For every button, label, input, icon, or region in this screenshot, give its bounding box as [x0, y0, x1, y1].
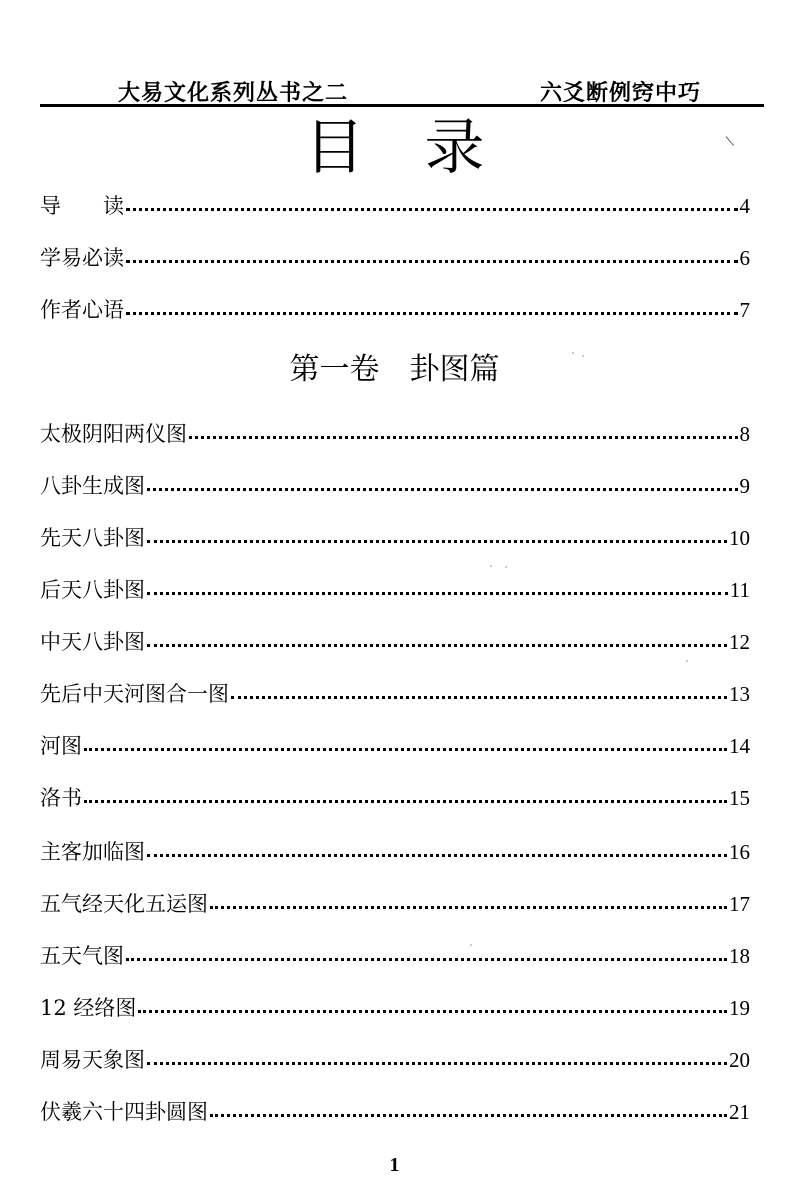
entry-label: 学易必读 — [40, 246, 124, 270]
dot-leader — [147, 1062, 727, 1065]
toc-entry — [40, 836, 750, 866]
running-header — [0, 72, 789, 106]
entry-label: 洛书 — [40, 786, 82, 810]
entry-label: 主客加临图 — [40, 840, 145, 864]
dot-leader — [189, 436, 738, 439]
entry-label: 八卦生成图 — [40, 474, 145, 498]
dot-leader — [84, 748, 727, 751]
entry-label: 后天八卦图 — [40, 578, 145, 602]
page-number: 1 — [389, 1154, 400, 1176]
toc-entry — [40, 1044, 750, 1074]
scan-speck — [582, 355, 584, 357]
entry-label: 五天气图 — [40, 944, 124, 968]
dot-leader — [210, 1114, 727, 1117]
scan-speck — [572, 352, 574, 354]
entry-page: 7 — [739, 298, 750, 322]
dot-leader — [231, 696, 727, 699]
toc-entry — [40, 574, 750, 604]
toc-entry — [40, 730, 750, 760]
dot-leader — [147, 854, 727, 857]
entry-page: 11 — [729, 578, 750, 602]
header-rule — [40, 104, 764, 107]
dot-leader — [147, 592, 728, 595]
toc-entry — [40, 626, 750, 656]
toc-entry — [40, 888, 750, 918]
toc-entry — [40, 470, 750, 500]
entry-label: 太极阴阳两仪图 — [40, 422, 187, 446]
dot-leader — [210, 906, 727, 909]
entry-page: 9 — [739, 474, 750, 498]
entry-page: 6 — [739, 246, 750, 270]
entry-page: 16 — [729, 840, 750, 864]
entry-label: 12 经络图 — [40, 996, 137, 1020]
dot-leader — [126, 260, 738, 263]
scan-speck — [505, 566, 507, 568]
entry-label: 中天八卦图 — [40, 630, 145, 654]
book-title: 六爻断例窍中巧 — [540, 81, 702, 106]
section-heading: 第一卷 卦图篇 — [289, 352, 500, 387]
entry-page: 17 — [729, 892, 750, 916]
toc-entry — [40, 992, 750, 1022]
entry-page: 21 — [729, 1100, 750, 1124]
entry-page: 12 — [729, 630, 750, 654]
entry-label: 导 读 — [40, 194, 124, 218]
entry-label: 伏羲六十四卦圆图 — [40, 1100, 208, 1124]
entry-page: 19 — [729, 996, 750, 1020]
entry-page: 8 — [739, 422, 750, 446]
entry-label: 河图 — [40, 734, 82, 758]
dot-leader — [147, 644, 727, 647]
toc-entry — [40, 782, 750, 812]
dot-leader — [147, 540, 727, 543]
dot-leader — [126, 958, 727, 961]
entry-label: 作者心语 — [40, 298, 124, 322]
entry-page: 14 — [729, 734, 750, 758]
dot-leader — [126, 312, 738, 315]
dot-leader — [147, 488, 738, 491]
entry-label: 五气经天化五运图 — [40, 892, 208, 916]
toc-title: 目录 — [304, 113, 545, 183]
dot-leader — [84, 800, 727, 803]
toc-entry — [40, 522, 750, 552]
dot-leader — [138, 1010, 727, 1013]
entry-label: 先后中天河图合一图 — [40, 682, 229, 706]
series-title: 大易文化系列丛书之二 — [118, 81, 349, 106]
entry-page: 20 — [729, 1048, 750, 1072]
entry-page: 15 — [729, 786, 750, 810]
entry-label: 周易天象图 — [40, 1048, 145, 1072]
toc-entry — [40, 678, 750, 708]
toc-entry — [40, 418, 750, 448]
entry-label: 先天八卦图 — [40, 526, 145, 550]
scan-speck — [470, 944, 472, 946]
toc-entry — [40, 294, 750, 324]
entry-page: 10 — [729, 526, 750, 550]
scan-speck — [490, 565, 492, 567]
toc-entry — [40, 190, 750, 220]
toc-entry — [40, 940, 750, 970]
dot-leader — [126, 208, 738, 211]
entry-page: 4 — [739, 194, 750, 218]
toc-entry — [40, 1096, 750, 1126]
entry-page: 13 — [729, 682, 750, 706]
entry-page: 18 — [729, 944, 750, 968]
toc-entry — [40, 242, 750, 272]
scan-speck — [686, 660, 688, 662]
